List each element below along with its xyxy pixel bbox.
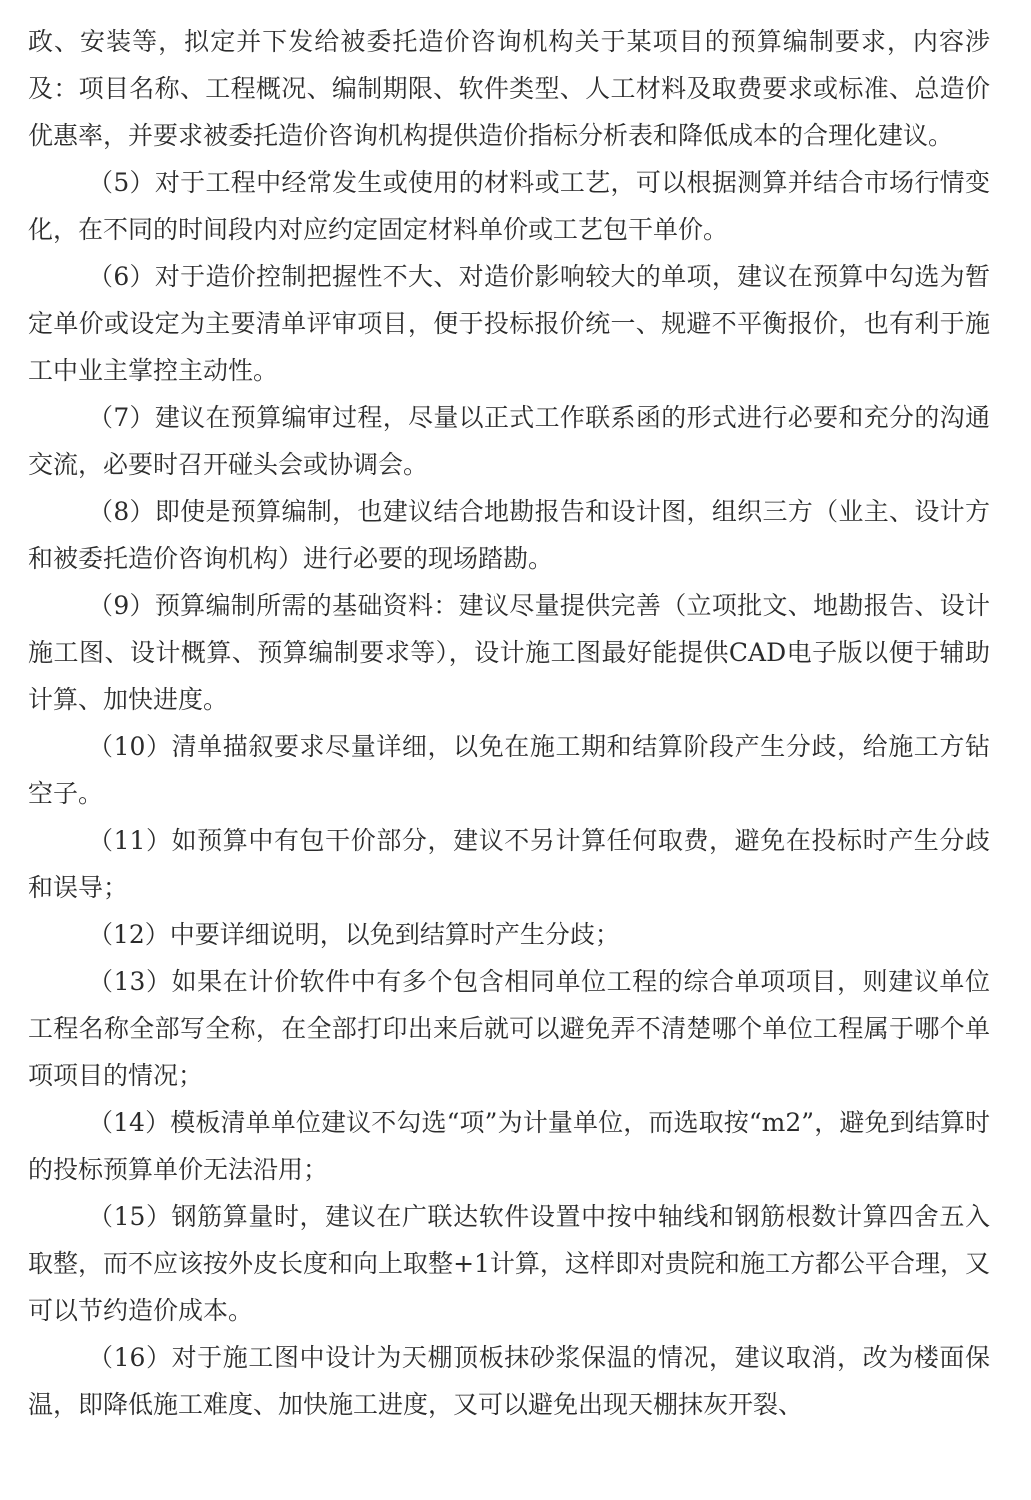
paragraph-item-8: （8）即使是预算编制，也建议结合地勘报告和设计图，组织三方（业主、设计方和被委托造价咨询机构）进行必要的现场踏勘。 xyxy=(28,497,990,573)
paragraph-item-6: （6）对于造价控制把握性不大、对造价影响较大的单项，建议在预算中勾选为暂定单价或设定为主要清单评审项目，便于投标报价统一、规避不平衡报价，也有利于施工中业主掌控主动性。 xyxy=(28,262,990,385)
paragraph-item-13: （13）如果在计价软件中有多个包含相同单位工程的综合单项项目，则建议单位工程名称全部写全称，在全部打印出来后就可以避免弄不清楚哪个单位工程属于哪个单项项目的情况； xyxy=(28,967,990,1090)
paragraph-item-14: （14）模板清单单位建议不勾选“项”为计量单位，而选取按“m2”，避免到结算时的投标预算单价无法沿用； xyxy=(28,1108,990,1184)
paragraph-item-16: （16）对于施工图中设计为天棚顶板抹砂浆保温的情况，建议取消，改为楼面保温，即降低施工难度、加快施工进度，又可以避免出现天棚抹灰开裂、 xyxy=(28,1343,990,1419)
paragraph-item-12: （12）中要详细说明，以免到结算时产生分歧； xyxy=(88,920,620,949)
paragraph-item-5: （5）对于工程中经常发生或使用的材料或工艺，可以根据测算并结合市场行情变化，在不同的时间段内对应约定固定材料单价或工艺包干单价。 xyxy=(28,168,990,244)
paragraph-item-10: （10）清单描叙要求尽量详细，以免在施工期和结算阶段产生分歧，给施工方钻空子。 xyxy=(28,732,990,808)
document-body xyxy=(28,18,990,1428)
paragraph-item-15: （15）钢筋算量时，建议在广联达软件设置中按中轴线和钢筋根数计算四舍五入取整，而不应该按外皮长度和向上取整+1计算，这样即对贵院和施工方都公平合理，又可以节约造价成本。 xyxy=(28,1202,990,1325)
paragraph-intro: 政、安装等，拟定并下发给被委托造价咨询机构关于某项目的预算编制要求，内容涉及：项目名称、工程概况、编制期限、软件类型、人工材料及取费要求或标准、总造价优惠率，并要求被委托造价咨询机构提供造价指标分析表和降低成本的合理化建议。 xyxy=(28,27,990,150)
paragraph-item-9: （9）预算编制所需的基础资料：建议尽量提供完善（立项批文、地勘报告、设计施工图、设计概算、预算编制要求等），设计施工图最好能提供CAD电子版以便于辅助计算、加快进度。 xyxy=(28,591,990,714)
paragraph-item-7: （7）建议在预算编审过程，尽量以正式工作联系函的形式进行必要和充分的沟通交流，必要时召开碰头会或协调会。 xyxy=(28,403,990,479)
paragraph-item-11: （11）如预算中有包干价部分，建议不另计算任何取费，避免在投标时产生分歧和误导； xyxy=(28,826,990,902)
